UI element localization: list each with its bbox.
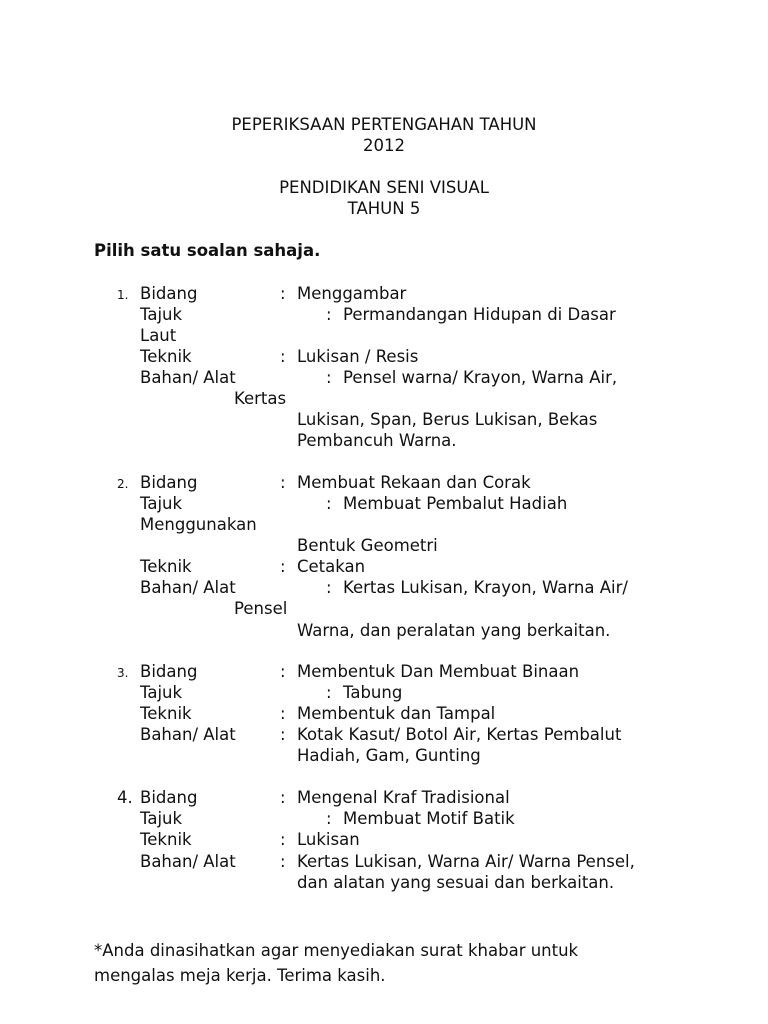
bidang-label: Bidang xyxy=(140,284,198,303)
subject-title: PENDIDIKAN SENI VISUAL xyxy=(279,178,489,197)
tajuk-colon: : xyxy=(326,683,332,702)
tajuk-colon: : xyxy=(326,305,332,324)
teknik-value: Membentuk dan Tampal xyxy=(297,704,496,723)
tajuk-colon: : xyxy=(326,809,332,828)
bidang-value: Menggambar xyxy=(297,284,407,303)
teknik-label: Teknik xyxy=(140,704,192,723)
bahan-label: Bahan/ Alat xyxy=(140,368,236,387)
teknik-label: Teknik xyxy=(140,347,192,366)
question-number: 4. xyxy=(117,788,133,807)
bahan-value: Kertas Lukisan, Krayon, Warna Air/ xyxy=(343,578,628,597)
bidang-value: Mengenal Kraf Tradisional xyxy=(297,788,510,807)
bidang-value: Membuat Rekaan dan Corak xyxy=(297,473,531,492)
bahan-value: Kotak Kasut/ Botol Air, Kertas Pembalut xyxy=(297,725,622,744)
question-number: 2. xyxy=(117,477,129,491)
tajuk-colon: : xyxy=(326,494,332,513)
bahan-value: Pensel warna/ Krayon, Warna Air, xyxy=(343,368,618,387)
bahan-wrap: Kertas xyxy=(234,389,287,408)
grade-title: TAHUN 5 xyxy=(347,199,421,218)
teknik-value: Lukisan / Resis xyxy=(297,347,419,366)
tajuk-value: Membuat Pembalut Hadiah xyxy=(343,494,568,513)
tajuk-value: Tabung xyxy=(343,683,403,702)
instruction: Pilih satu soalan sahaja. xyxy=(94,241,321,260)
teknik-value: Lukisan xyxy=(297,830,360,849)
teknik-colon: : xyxy=(280,347,286,366)
bidang-value: Membentuk Dan Membuat Binaan xyxy=(297,662,580,681)
bahan-label: Bahan/ Alat xyxy=(140,578,236,597)
teknik-label: Teknik xyxy=(140,557,192,576)
bahan-label: Bahan/ Alat xyxy=(140,725,236,744)
teknik-colon: : xyxy=(280,704,286,723)
bahan-wrap: Pensel xyxy=(234,599,288,618)
tajuk-label: Tajuk xyxy=(140,809,183,828)
tajuk-wrap: Laut xyxy=(140,326,177,345)
bidang-colon: : xyxy=(280,662,286,681)
bidang-label: Bidang xyxy=(140,473,198,492)
bahan-line-2: dan alatan yang sesuai dan berkaitan. xyxy=(297,873,615,892)
footer-note-line-2: mengalas meja kerja. Terima kasih. xyxy=(94,966,386,985)
bahan-colon: : xyxy=(280,852,286,871)
bahan-line-2: Hadiah, Gam, Gunting xyxy=(297,746,481,765)
teknik-colon: : xyxy=(280,557,286,576)
teknik-colon: : xyxy=(280,830,286,849)
bidang-colon: : xyxy=(280,284,286,303)
tajuk-line-2: Bentuk Geometri xyxy=(297,536,438,555)
tajuk-wrap: Menggunakan xyxy=(140,515,257,534)
bahan-value: Kertas Lukisan, Warna Air/ Warna Pensel, xyxy=(297,852,635,871)
bahan-colon: : xyxy=(326,578,332,597)
bidang-label: Bidang xyxy=(140,788,198,807)
bahan-colon: : xyxy=(326,368,332,387)
tajuk-value: Membuat Motif Batik xyxy=(343,809,515,828)
question-number: 3. xyxy=(117,666,129,680)
teknik-label: Teknik xyxy=(140,830,192,849)
bahan-line-3: Pembancuh Warna. xyxy=(297,431,457,450)
tajuk-value: Permandangan Hidupan di Dasar xyxy=(343,305,616,324)
bahan-colon: : xyxy=(280,725,286,744)
tajuk-label: Tajuk xyxy=(140,494,183,513)
exam-year: 2012 xyxy=(363,136,405,155)
teknik-value: Cetakan xyxy=(297,557,366,576)
bahan-label: Bahan/ Alat xyxy=(140,852,236,871)
bidang-colon: : xyxy=(280,788,286,807)
exam-title: PEPERIKSAAN PERTENGAHAN TAHUN xyxy=(231,115,537,134)
footer-note-line-1: *Anda dinasihatkan agar menyediakan surat khabar untuk xyxy=(94,941,579,960)
bidang-label: Bidang xyxy=(140,662,198,681)
tajuk-label: Tajuk xyxy=(140,305,183,324)
bahan-line-2: Lukisan, Span, Berus Lukisan, Bekas xyxy=(297,410,598,429)
bidang-colon: : xyxy=(280,473,286,492)
question-number: 1. xyxy=(117,288,129,302)
tajuk-label: Tajuk xyxy=(140,683,183,702)
bahan-line-2: Warna, dan peralatan yang berkaitan. xyxy=(297,621,611,640)
